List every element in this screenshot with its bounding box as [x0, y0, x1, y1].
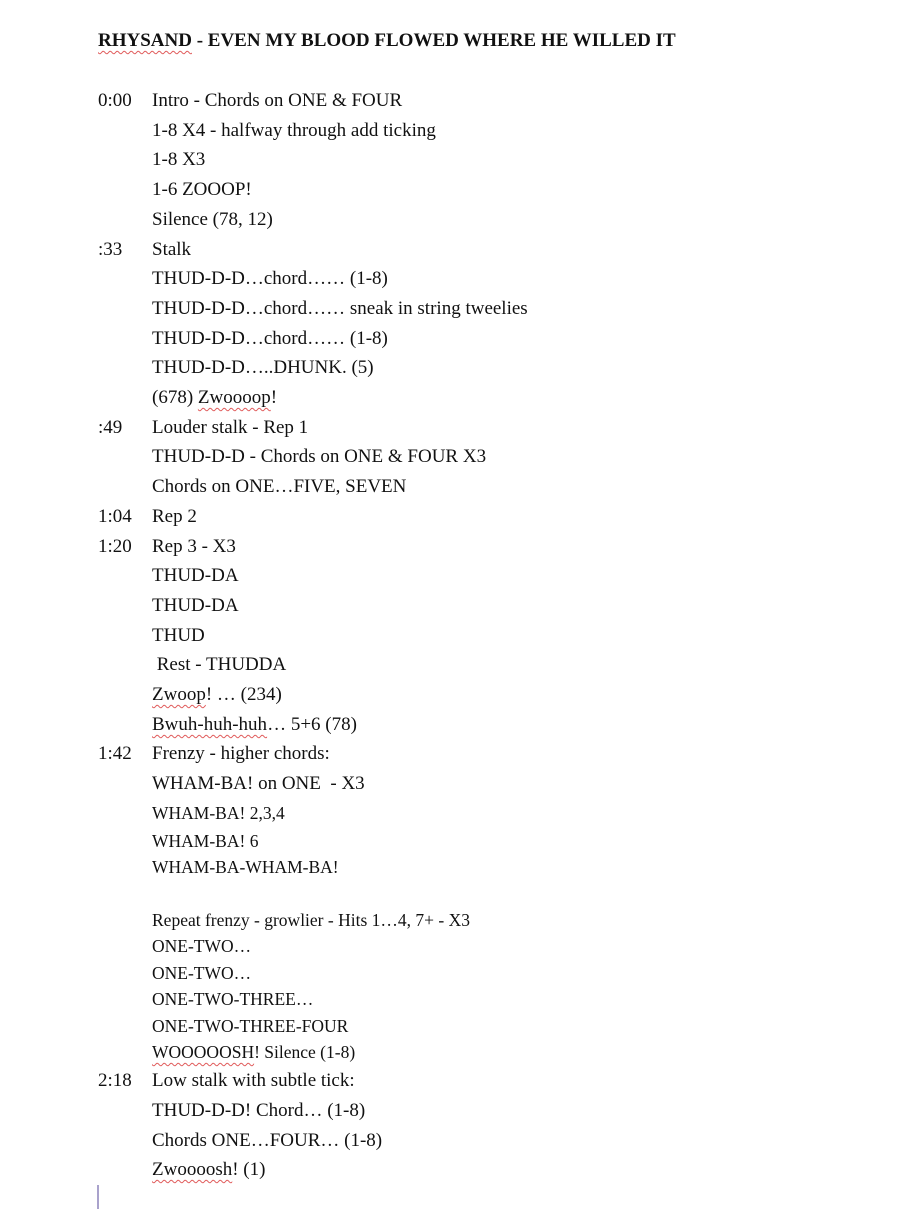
note-line: 1-8 X4 - halfway through add ticking — [152, 120, 436, 141]
note-line: THUD-D-D…chord…… (1-8) — [152, 268, 388, 289]
note-line: 1-6 ZOOOP! — [152, 179, 252, 200]
misspelled-word[interactable]: Zwoooop — [197, 387, 271, 408]
section-heading: Stalk — [152, 239, 192, 260]
note-line: THUD-D-D! Chord… (1-8) — [152, 1100, 366, 1121]
note-text: (678) — [152, 387, 198, 408]
timestamp: 1:04 — [98, 506, 132, 527]
note-line: Repeat frenzy - growlier - Hits 1…4, 7+ - X3 — [152, 910, 470, 930]
note-line: WHAM-BA! 6 — [152, 831, 259, 851]
misspelled-word[interactable]: Bwuh-huh-huh — [152, 714, 268, 735]
note-line: ONE-TWO… — [152, 963, 252, 983]
note-line: WHAM-BA! 2,3,4 — [152, 803, 285, 823]
note-line: THUD-D-D…chord…… (1-8) — [152, 328, 388, 349]
section-heading: Frenzy - higher chords: — [152, 743, 330, 764]
timestamp: 0:00 — [98, 90, 132, 111]
section-heading: Low stalk with subtle tick: — [152, 1070, 355, 1091]
note-text: ! Silence (1-8) — [254, 1042, 356, 1062]
note-line: Chords ONE…FOUR… (1-8) — [152, 1130, 383, 1151]
note-text: … 5+6 (78) — [267, 714, 357, 735]
note-line — [152, 387, 277, 409]
note-line: THUD-DA — [152, 565, 239, 586]
note-line: ONE-TWO-THREE-FOUR — [152, 1016, 349, 1036]
note-line: THUD-DA — [152, 595, 239, 616]
note-line: THUD-D-D…..DHUNK. (5) — [152, 357, 374, 378]
note-line: Chords on ONE…FIVE, SEVEN — [152, 476, 407, 497]
note-line — [152, 684, 282, 706]
note-line — [152, 714, 357, 736]
section-heading: Rep 3 - X3 — [152, 536, 236, 557]
note-line: ONE-TWO… — [152, 936, 252, 956]
section-heading: Rep 2 — [152, 506, 197, 527]
note-line: THUD-D-D…chord…… sneak in string tweelies — [152, 298, 528, 319]
note-line — [152, 1159, 265, 1181]
misspelled-word[interactable]: Zwoooosh — [152, 1159, 233, 1180]
timestamp: :33 — [98, 239, 123, 260]
note-line: WHAM-BA-WHAM-BA! — [152, 857, 339, 877]
document-title — [98, 30, 676, 52]
note-text: ! … (234) — [205, 684, 282, 705]
timestamp: 2:18 — [98, 1070, 132, 1091]
note-line: 1-8 X3 — [152, 149, 206, 170]
note-line: Rest - THUDDA — [152, 654, 287, 675]
section-heading: Louder stalk - Rep 1 — [152, 417, 309, 438]
note-line: THUD — [152, 625, 205, 646]
note-line: Silence (78, 12) — [152, 209, 273, 230]
misspelled-word[interactable]: WOOOOOSH — [152, 1042, 255, 1062]
misspelled-word[interactable]: Zwoop — [152, 684, 206, 705]
note-line: WHAM-BA! on ONE - X3 — [152, 773, 365, 794]
note-line: THUD-D-D - Chords on ONE & FOUR X3 — [152, 446, 487, 467]
note-line: ONE-TWO-THREE… — [152, 989, 314, 1009]
timestamp: 1:42 — [98, 743, 132, 764]
timestamp: :49 — [98, 417, 123, 438]
timestamp: 1:20 — [98, 536, 132, 557]
misspelled-word[interactable]: RHYSAND — [98, 30, 192, 51]
section-heading: Intro - Chords on ONE & FOUR — [152, 90, 403, 111]
title-text: - EVEN MY BLOOD FLOWED WHERE HE WILLED IT — [191, 30, 676, 51]
text-cursor[interactable] — [97, 1185, 99, 1209]
note-text: ! (1) — [232, 1159, 266, 1180]
note-line — [152, 1042, 355, 1063]
note-text: ! — [270, 387, 278, 408]
